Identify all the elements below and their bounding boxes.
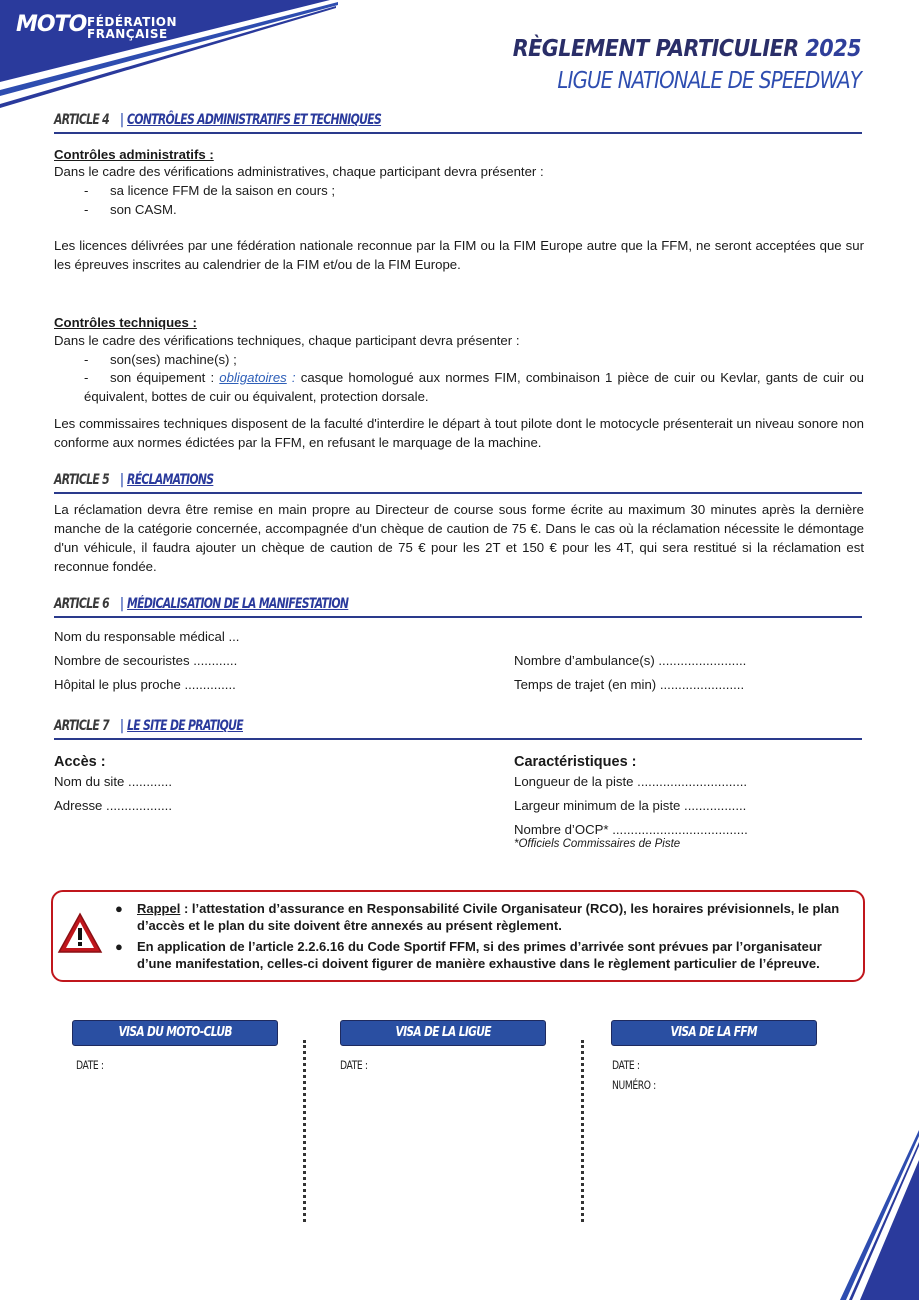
reminder-item: ● En application de l’article 2.2.6.16 du Code Sportif FFM, si des primes d’arrivée sont prévues par l’organisateur d’une manifestation, celles-ci doivent figurer de manière exhaustive dans le règlement particulier de l’épreuve. xyxy=(115,939,822,971)
reminder-box xyxy=(51,890,865,982)
list-item: - son CASM. xyxy=(84,202,177,217)
document-title: RÈGLEMENT PARTICULIER 2025 xyxy=(512,36,861,62)
reclamations-paragraph: La réclamation devra être remise en main propre au Directeur de course sous forme écrite au maximum 30 minutes après la dernière manche de la catégorie concernée, accompagnée d'un chèque de caution de 75 €. Dans le cas où la réclamation nécessite le démontage d'un véhicule, il faudra ajouter un chèque de caution de 75 € pour les 2T et 150 € pour les 4T, qui sera restitué si la réclamation est reconnue fondée. xyxy=(54,502,864,574)
admin-controls-intro: Dans le cadre des vérifications administratives, chaque participant devra présenter : xyxy=(54,164,544,179)
list-item: - son équipement : obligatoires : casque homologué aux normes FIM, combinaison 1 pièce de cuir ou Kevlar, gants de cuir ou équivalent, bottes de cuir ou équivalent, protection dorsale. xyxy=(84,370,865,404)
divider xyxy=(303,1040,306,1222)
medical-responsible-field: Nom du responsable médical ... xyxy=(54,629,240,644)
travel-time-field: Temps de trajet (en min) ....................... xyxy=(514,677,745,692)
ocp-count-field: Nombre d’OCP* ..................................... xyxy=(514,822,748,837)
list-item: - sa licence FFM de la saison en cours ; xyxy=(84,183,336,198)
first-aiders-field: Nombre de secouristes ............ xyxy=(54,653,238,668)
document-year: 2025 xyxy=(805,36,861,62)
obligatoires-link[interactable]: obligatoires xyxy=(219,370,287,385)
article-5-heading: ARTICLE 5 | RÉCLAMATIONS xyxy=(54,472,862,494)
visa-ligue-label: VISA DE LA LIGUE xyxy=(340,1020,546,1046)
article-4-heading: ARTICLE 4 | CONTRÔLES ADMINISTRATIFS ET TECHNIQUES xyxy=(54,112,862,134)
commissaires-paragraph: Les commissaires techniques disposent de la faculté d'interdire le départ à tout pilote dont le motocycle présenterait un niveau sonore non conforme aux normes édictées par la FFM, en refusant le marquage de la machine. xyxy=(54,416,864,450)
site-name-field: Nom du site ............ xyxy=(54,774,172,789)
visa-ffm-label: VISA DE LA FFM xyxy=(611,1020,817,1046)
address-field: Adresse .................. xyxy=(54,798,172,813)
document-subtitle: LIGUE NATIONALE DE SPEEDWAY xyxy=(557,68,861,94)
footer-corner-graphic xyxy=(840,1120,919,1300)
track-length-field: Longueur de la piste .............................. xyxy=(514,774,748,789)
divider xyxy=(581,1040,584,1222)
ffm-date-field[interactable]: DATE : xyxy=(612,1058,640,1072)
ambulances-field: Nombre d’ambulance(s) ........................ xyxy=(514,653,747,668)
ocp-footnote: *Officiels Commissaires de Piste xyxy=(514,838,681,850)
licences-paragraph: Les licences délivrées par une fédération nationale reconnue par la FIM ou la FIM Europe autre que la FFM, ne seront acceptées que sur les épreuves inscrites au calendrier de la FIM et/ou de la FIM Europe. xyxy=(54,238,864,272)
ligue-date-field[interactable]: DATE : xyxy=(340,1058,368,1072)
list-item: - son(ses) machine(s) ; xyxy=(84,352,237,367)
ffm-number-field[interactable]: NUMÉRO : xyxy=(612,1078,656,1092)
characteristics-heading: Caractéristiques : xyxy=(514,754,637,770)
visa-moto-club-label: VISA DU MOTO-CLUB xyxy=(72,1020,278,1046)
admin-controls-heading: Contrôles administratifs : xyxy=(54,147,214,162)
club-date-field[interactable]: DATE : xyxy=(76,1058,104,1072)
tech-controls-intro: Dans le cadre des vérifications techniques, chaque participant devra présenter : xyxy=(54,333,520,348)
tech-controls-heading: Contrôles techniques : xyxy=(54,315,197,330)
article-7-heading: ARTICLE 7 | LE SITE DE PRATIQUE xyxy=(54,718,862,740)
article-6-heading: ARTICLE 6 | MÉDICALISATION DE LA MANIFESTATION xyxy=(54,596,862,618)
access-heading: Accès : xyxy=(54,754,106,770)
track-width-field: Largeur minimum de la piste ................. xyxy=(514,798,747,813)
federation-name: FÉDÉRATION FRANÇAISE xyxy=(87,15,178,41)
warning-triangle-icon xyxy=(57,912,103,954)
moto-logo: MOTO xyxy=(16,12,87,37)
hospital-field: Hôpital le plus proche .............. xyxy=(54,677,236,692)
reminder-item: ● Rappel : l’attestation d’assurance en Responsabilité Civile Organisateur (RCO), les horaires prévisionnels, le plan d’accès et le plan du site doivent être annexés au présent règlement. xyxy=(115,901,840,933)
